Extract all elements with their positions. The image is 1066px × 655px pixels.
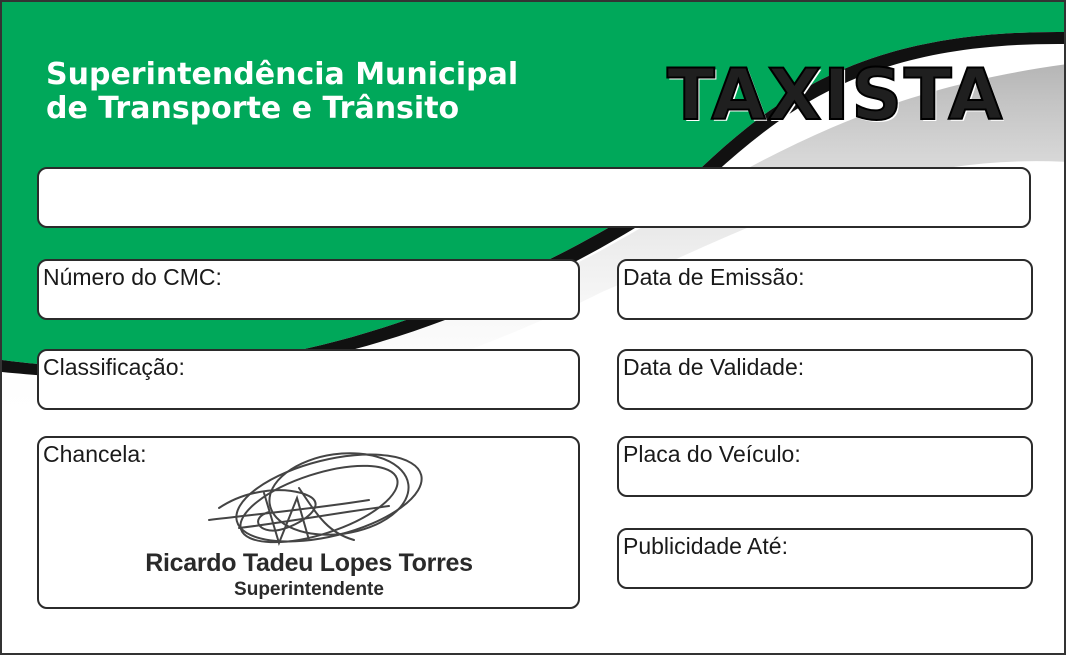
validity-date-label: Data de Validade: bbox=[623, 354, 805, 380]
issue-date-field bbox=[617, 259, 1033, 320]
vehicle-plate-label: Placa do Veículo: bbox=[623, 441, 801, 467]
cmc-number-field bbox=[37, 259, 580, 320]
agency-name-line1: Superintendência Municipal bbox=[46, 57, 519, 92]
validity-date-field bbox=[617, 349, 1033, 410]
stamp-field bbox=[37, 436, 580, 609]
signer-role: Superintendente bbox=[234, 579, 384, 600]
issue-date-label: Data de Emissão: bbox=[623, 264, 805, 290]
agency-name-line2: de Transporte e Trânsito bbox=[46, 91, 460, 126]
agency-name bbox=[46, 58, 518, 126]
vehicle-plate-field bbox=[617, 436, 1033, 497]
signer-name: Ricardo Tadeu Lopes Torres bbox=[145, 549, 473, 577]
classification-field bbox=[37, 349, 580, 410]
stamp-label: Chancela: bbox=[43, 441, 147, 467]
classification-label: Classificação: bbox=[43, 354, 185, 380]
advertising-until-label: Publicidade Até: bbox=[623, 533, 788, 559]
holder-name-field bbox=[37, 167, 1031, 228]
cmc-number-label: Número do CMC: bbox=[43, 264, 222, 290]
advertising-until-field bbox=[617, 528, 1033, 589]
card-type-title: TAXISTA bbox=[667, 54, 1005, 136]
